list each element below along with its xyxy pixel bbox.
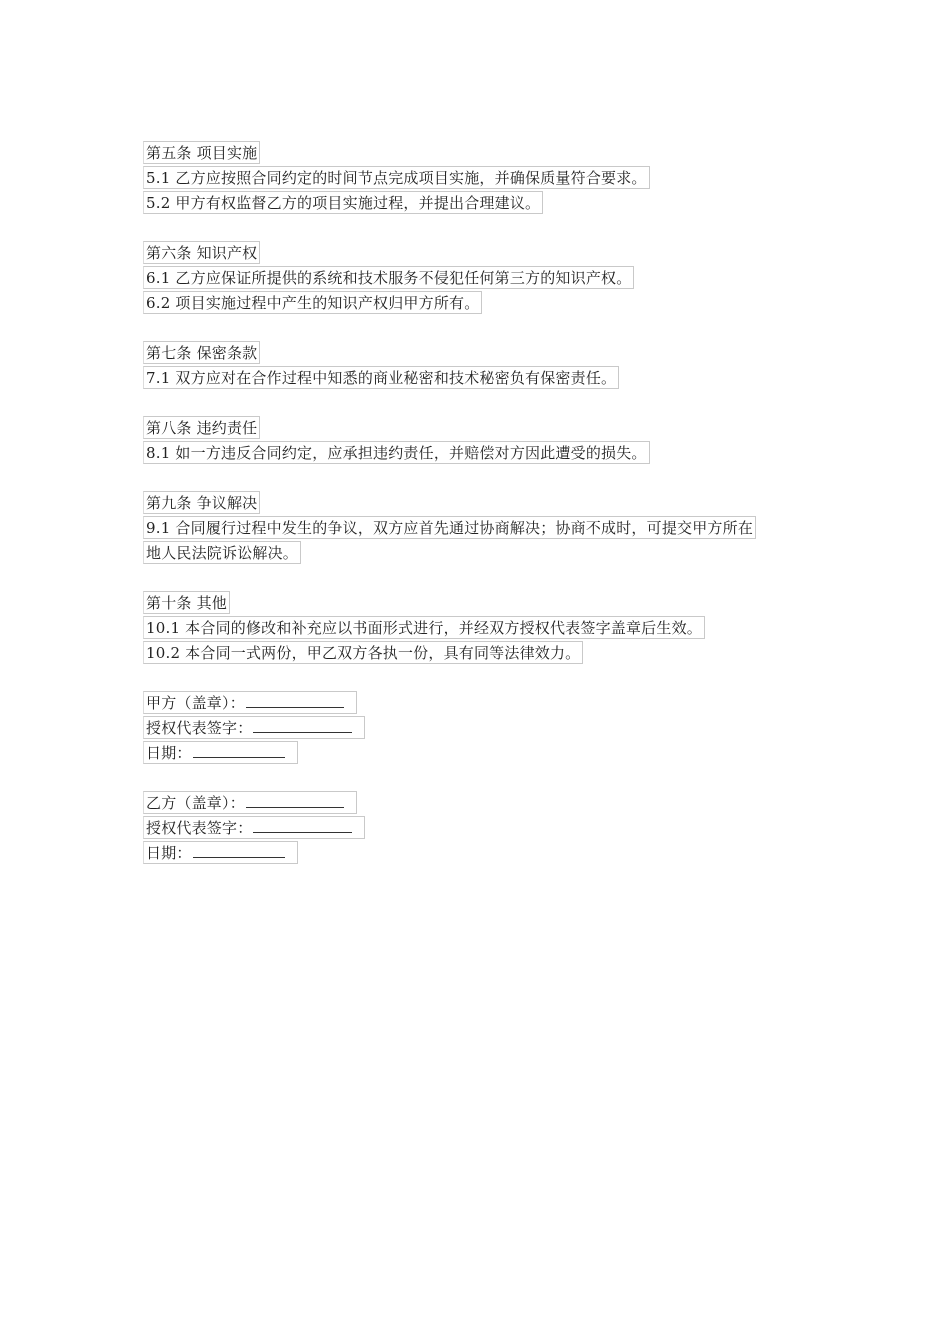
party-b-date-field[interactable]: [193, 843, 285, 858]
section-heading: 第八条 违约责任: [143, 416, 260, 439]
clause-text: 5.2 甲方有权监督乙方的项目实施过程，并提出合理建议。: [143, 191, 543, 214]
party-a-seal-line: [143, 691, 357, 714]
party-a-signature-block: [143, 691, 823, 766]
section-8: [143, 416, 823, 466]
party-a-seal-label: 甲方（盖章）：: [146, 694, 245, 712]
party-a-date-label: 日期：: [146, 744, 192, 762]
party-b-rep-line: [143, 816, 365, 839]
section-9: [143, 491, 823, 566]
party-b-date-label: 日期：: [146, 844, 192, 862]
party-b-seal-field[interactable]: [246, 793, 344, 808]
section-5: [143, 141, 823, 216]
section-heading: 第十条 其他: [143, 591, 230, 614]
clause-text: 6.2 项目实施过程中产生的知识产权归甲方所有。: [143, 291, 482, 314]
section-10: [143, 591, 823, 666]
party-a-rep-field[interactable]: [253, 718, 352, 733]
party-b-signature-block: [143, 791, 823, 866]
clause-text: 10.1 本合同的修改和补充应以书面形式进行，并经双方授权代表签字盖章后生效。: [143, 616, 705, 639]
clause-text: 7.1 双方应对在合作过程中知悉的商业秘密和技术秘密负有保密责任。: [143, 366, 619, 389]
party-b-seal-label: 乙方（盖章）：: [146, 794, 245, 812]
party-b-seal-line: [143, 791, 357, 814]
section-7: [143, 341, 823, 391]
clause-text: 5.1 乙方应按照合同约定的时间节点完成项目实施，并确保质量符合要求。: [143, 166, 650, 189]
contract-document: [143, 141, 823, 866]
party-a-rep-label: 授权代表签字：: [146, 719, 253, 737]
clause-text: 10.2 本合同一式两份，甲乙双方各执一份，具有同等法律效力。: [143, 641, 583, 664]
section-heading: 第七条 保密条款: [143, 341, 260, 364]
party-b-date-line: [143, 841, 298, 864]
section-heading: 第九条 争议解决: [143, 491, 260, 514]
party-b-rep-field[interactable]: [253, 818, 352, 833]
section-heading: 第六条 知识产权: [143, 241, 260, 264]
party-a-date-field[interactable]: [193, 743, 285, 758]
section-heading: 第五条 项目实施: [143, 141, 260, 164]
section-6: [143, 241, 823, 316]
clause-text: 9.1 合同履行过程中发生的争议，双方应首先通过协商解决；协商不成时，可提交甲方所在: [143, 516, 756, 539]
clause-text: 6.1 乙方应保证所提供的系统和技术服务不侵犯任何第三方的知识产权。: [143, 266, 634, 289]
clause-text-continued: 地人民法院诉讼解决。: [143, 541, 301, 564]
party-a-rep-line: [143, 716, 365, 739]
clause-text: 8.1 如一方违反合同约定，应承担违约责任，并赔偿对方因此遭受的损失。: [143, 441, 650, 464]
party-a-seal-field[interactable]: [246, 693, 344, 708]
party-b-rep-label: 授权代表签字：: [146, 819, 253, 837]
party-a-date-line: [143, 741, 298, 764]
